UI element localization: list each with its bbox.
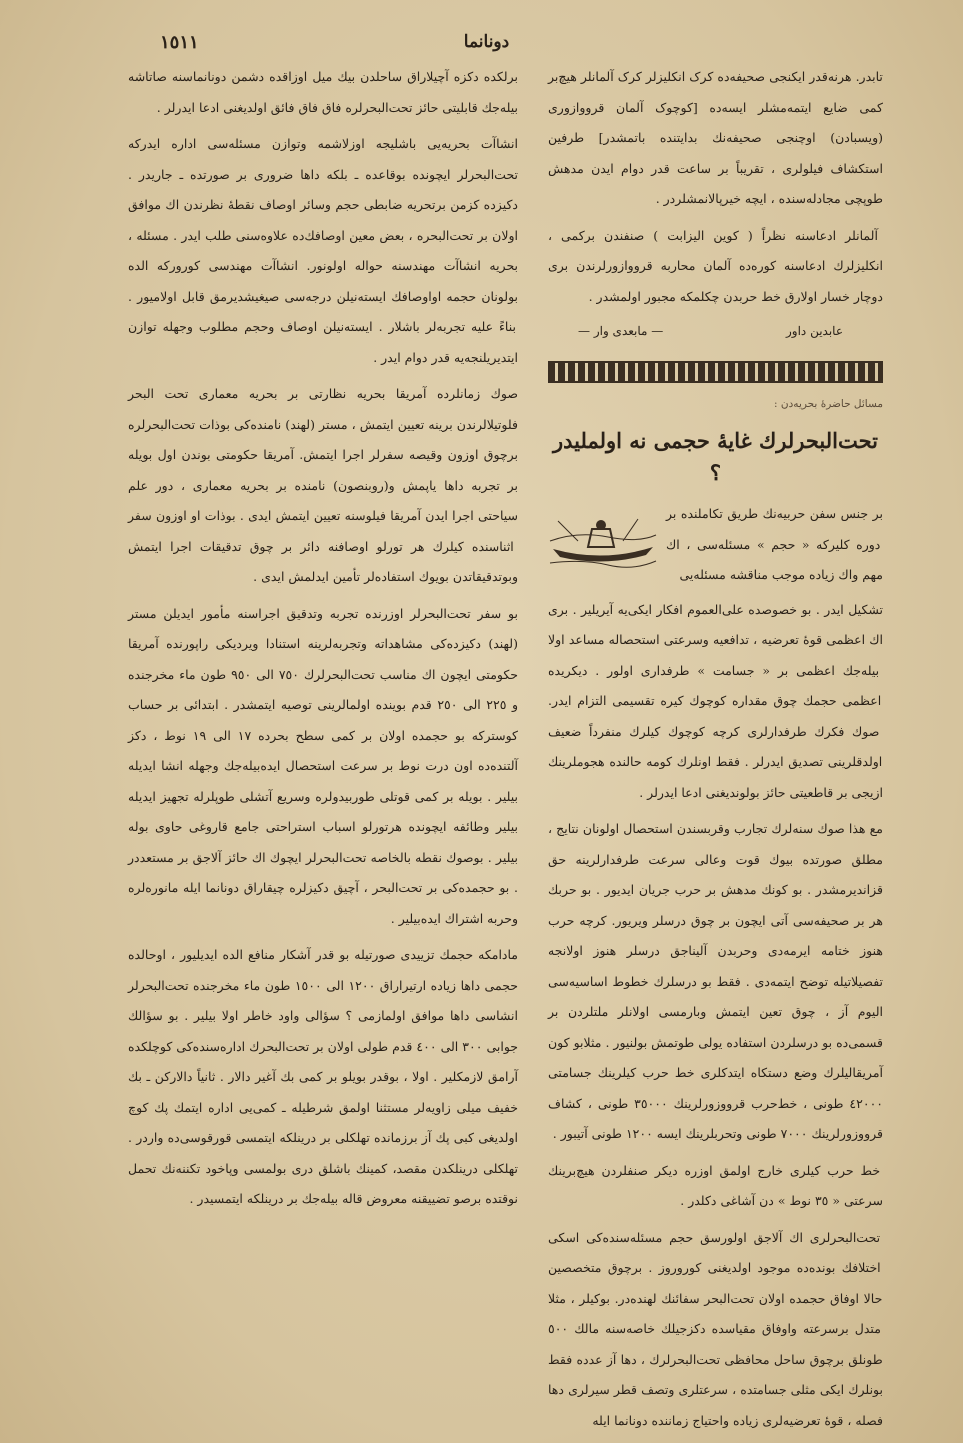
text-line: دونانماسنه صاتاشه بیله‌جك قابلیتی حائز تحت‌البحرلره فاق فاق xyxy=(128,69,518,115)
text-line: مادامکه حجمك تزییدی صورتیله بو قدر آشکار منافع الده xyxy=(217,947,518,962)
text-line: بونلرك ایکی مثلی جسامتده ، سرعتلری وتصف قطر سیرلری xyxy=(563,1382,883,1397)
right-column xyxy=(548,62,883,1440)
text-line: الی ٩٥٠ طون ماء مخرجنده و ٢٢٥ الی ٢٥٠ قدم بوینده اولمالرینی xyxy=(128,666,518,712)
text-line: تحت‌البحرلری اك آلاجق اولورسق حجم مسئله‌سنده‌کی اسکی xyxy=(548,1229,881,1245)
running-title: دونانما xyxy=(463,32,510,52)
text-line: ایدیله بیلیر وطائفه ایچونده هرتورلو اسباب استراحتی جامع قاروغی xyxy=(128,788,519,834)
text-line: علاوه‌سنی طلب ایدر . مسئله ، بحریه انشاآت مهندسنه حواله xyxy=(128,227,518,273)
text-line: بر قسمی‌ده بو درسلردن استفاده یولی طوتمش بولنیور . مثلابو xyxy=(548,1004,883,1050)
text-line: حائز آلاجق بر مستعددر . بو حجمده‌کی بر تحت‌البحر ، آچیق xyxy=(128,849,518,895)
text-line: کمی ضایع ایتمه‌مشلر ایسه‌ده [کوچوک آلمان قرووازوری (ویسبادن) xyxy=(548,99,883,145)
text-line: اختلافك بونده‌ده موجود اولدیغنی کوروروز . برچوق متخصصین xyxy=(548,1260,881,1275)
ornamental-divider xyxy=(548,361,883,383)
right-opening-paragraph xyxy=(548,62,883,215)
page-header xyxy=(130,32,843,58)
text-line: حق قزاندیرمشدر . بو کونك مدهش بر حرب جریان ایدیور . xyxy=(548,851,883,897)
continued-note: — مابعدی وار — xyxy=(578,324,664,338)
text-line: بر جنس سفن حربیه‌نك طریق تکاملنده xyxy=(676,506,883,521)
text-line: ایدیلیور ، اوحالده حجمی داها زیاده ارتیراراق ١٢٠٠ الی ١٥٠٠ xyxy=(128,947,518,993)
text-line: دکیزلره چیقاراق دونانما ایله مانوره‌لره وحربه اشتراك ایده‌بیلیر . xyxy=(128,880,518,926)
text-line: حالا اوفاق حجمده اولان تحت‌البحر سفائنك لهنده‌در. بوکیلر ، مثلا xyxy=(548,1290,883,1306)
text-line: مع هذا صوك سنه‌لرك تجارب وقربسندن استحصال اولونان xyxy=(578,821,883,836)
article-section-label: مسائل حاضرهٔ بحریه‌دن : xyxy=(774,397,883,410)
text-line: بو حربك هر بر صحیفه‌سی آتی ایچون بر چوق درسلر ویریور. xyxy=(548,882,883,928)
text-line: ١٢٠٠ طونی آتیبور . xyxy=(552,1126,653,1141)
text-line: درینلکه ایتمسی قورقوسی‌ده واردر . تهلکلی درینلکدن مقصد، xyxy=(128,1130,518,1176)
text-line: طونلق برچوق ساحل محافظی تحت‌البحرلرك ، دها آز عدده فقط xyxy=(548,1351,883,1367)
article-title: تحت‌البحرلرك غایهٔ حجمی نه اولملیدر ؟ xyxy=(552,428,878,485)
text-line: تضییقنه معروض قاله بیله‌جك بر درینلکه ایتمسیدر . xyxy=(189,1191,450,1206)
text-line: اولا بیله‌جك اعظمی بر « جسامت » طرفداری اولور . دیکریده xyxy=(548,632,880,678)
author-signature: عابدین داور xyxy=(785,324,843,338)
article-paragraph-4 xyxy=(548,1223,883,1437)
text-line: ایدرکه تحت‌البحرلر ایچونده بوقاعده ـ بلکه داها ضروری بر xyxy=(128,136,518,182)
text-line: لازمکلیر . اولا ، بوقدر بویلو بر کمی بك آغیر دالار . ثانیاً xyxy=(192,1069,484,1084)
left-paragraph-5 xyxy=(128,940,518,1215)
text-line: وبوتدقیقاتدن بویوك استفاده‌لر تأمین ایدلمش ایدی . xyxy=(253,569,518,584)
text-line: فیلوسنه تعیین ایتمش ایدی . بوذات او اوزون سفر اثناسنده xyxy=(128,508,514,554)
text-line: نامنده بر بحریه معماری ، دور علم سیاحتی اجرا ایدن آمریقا xyxy=(128,477,518,523)
text-line: اولدقلرینی تصدیق ایدرلر . فقط اونلرك کومه حالنده هجوملرینك xyxy=(548,754,883,769)
text-line: حاوی بوله بیلیر . بوصوك نقطه بالخاصه تحت‌البحرلر ایچوك اك xyxy=(128,819,518,865)
text-line: فائق اولدیغنی ادعا ایدرلر . xyxy=(156,99,295,115)
text-line: متدل برسرعته واوفاق مقیاسده دکزجیلك خاصه‌سنه مالك ٥٠٠ xyxy=(548,1321,881,1336)
text-line: مهم واك زیاده موجب مناقشه مسئله‌یی xyxy=(679,567,883,582)
text-line: ایسته‌نیلن درجه‌سی صیغیشدیرمق قابل اولامیور . بناءً علیه xyxy=(128,288,516,334)
text-line: آمریقا حکومتی بوندن اول بویله بر تجربه داها یاپمش و(روبنصون) xyxy=(128,447,518,493)
text-line: دها فصله ، قوهٔ تعرضیه‌لری زیاده واحتیاج زماننده دونانما ایله xyxy=(548,1382,883,1428)
article-paragraph-2 xyxy=(548,814,883,1150)
text-line: اولونور. انشاآت مهندسی کورورکه الده بولونان حجمه اواوصافك xyxy=(128,258,518,304)
text-line: بوذات تحت‌البحرلره برچوق اوزون وقیصه سفرلر اجرا ایتمش. xyxy=(128,416,518,462)
right-second-paragraph xyxy=(548,221,883,313)
text-line: طون ماء مخرجنده تحت‌البحرلر انشاسی داها موافق اولمازمی ؟ xyxy=(128,977,518,1023)
text-line: کرچه حرب هنوز ختامه ایرمه‌دی وحربدن آلیناجق درسلر هنوز xyxy=(548,912,883,958)
page-number: ١٥١١ xyxy=(160,32,199,53)
text-line: بویله بر کمی قوتلی طوربیدولره وسریع آتشلی طوپلرله تجهیز xyxy=(155,788,483,804)
text-line: صورتده ـ جاریدر . دکیزده کزمن برتحریه ضابطی حجم وسائر اوصاف xyxy=(128,166,518,212)
text-line: ایتدیریلنجه‌یه قدر دوام ایدر . xyxy=(373,349,518,365)
left-paragraph-2 xyxy=(128,129,518,373)
text-line: نتایج ، مطلق صورتده بیوك قوت وعالی سرعت طرفدارلرینه xyxy=(548,821,883,867)
text-line: کمینك باشلق دری بولمسی وپاخود تکننه‌نك تحمل نوقتده برصو xyxy=(128,1160,518,1206)
text-line: کون آمریقالیلرك وضع دستکاه ایتدکلری خط حرب کیلرینك xyxy=(548,1034,883,1080)
text-line: توصیه ایتمشدر . ابتدائی بر حساب کوسترکه بو حجمده اولان xyxy=(128,697,518,743)
text-line: بر کمی سطح بحرده ١٧ الی ١٩ نوط ، دکز آلتنده‌ده اون درت xyxy=(128,727,518,773)
text-line: آلمانلر ادعاسنه نظراً ( کوین الیزابت ) صنفندن برکمی ، xyxy=(548,227,878,243)
submarine-boat-icon xyxy=(548,501,658,571)
left-column xyxy=(128,62,518,1219)
article-paragraph-3 xyxy=(548,1156,883,1217)
text-line: بر دوره کلیرکه « حجم » مسئله‌سی ، اك xyxy=(666,506,881,552)
text-line: طونی ، کشاف قرووزورلرینك ٧٠٠٠ طونی وتحربلرینك ایسه xyxy=(548,1095,883,1141)
text-line: سؤالی واود خاطر اولا بیلیر . بو سؤالك جوابی ٣٠٠ الی ٤٠٠ xyxy=(128,1008,518,1054)
text-line: نقطهٔ نظرندن اك موافق اولان بر تحت‌البحره ، بعض معین اوصافك‌ده xyxy=(128,197,518,243)
signature-line xyxy=(548,316,883,347)
text-line: ایچه خیرپالانمشلردر . xyxy=(655,191,767,206)
article-intro-block xyxy=(548,499,883,591)
text-line: تابدر. هرنه‌قدر ایکنجی صحیفه‌ده کرک انکلیزلر کرک آلمانلر هیچ‌بر xyxy=(548,69,883,84)
left-paragraph-3 xyxy=(128,379,518,593)
text-line: قدم طولی اولان بر تحت‌البحرك اداره‌سنده‌کی کوچلکده آرامق xyxy=(128,1038,518,1084)
text-line: اعظمی حجمك چوق مقداره کوچوك کیره تقسیمی التزام ایدر. xyxy=(548,693,882,708)
text-line: ایدیلن مستر (لهند) دکیزده‌کی مشاهداته وتجربه‌لرینه استنادا ویردیکی xyxy=(128,605,518,651)
text-line: تجربه‌لر باشلار . ایسته‌نیلن اوصاف وحجم مطلوب وجهله توازن xyxy=(128,319,466,334)
text-line: سرعتی « ٣٥ نوط » دن آشاغی دکلدر . xyxy=(680,1193,883,1208)
left-paragraph-1 xyxy=(128,62,518,123)
text-line: انشاآت بحریه‌یی باشلیجه اوزلاشمه وتوازن مسئله‌سی اداره xyxy=(160,136,518,151)
text-line: بو سفر تحت‌البحرلر اوزرنده تجربه وتدقیق اجراسنه مأمور xyxy=(193,605,518,621)
text-line: راپورنده آمریقا حکومتی ایچون اك مناسب تحت‌البحرلرك ٧٥٠ xyxy=(128,636,518,682)
text-line: اداره ایتمك پك کوچ اولدیغی کبی پك آز برزمانده تهلکلی بر xyxy=(128,1099,519,1145)
text-line: صوك زمانلرده آمریقا بحریه نظارتی بر بحریه معماری تحت‌ xyxy=(154,386,518,401)
text-line: البحر فلوتیلالرندن برینه تعیین ایتمش ، مستر (لهند) نامنده‌کی xyxy=(128,386,518,432)
text-line: انکلیزلرك ادعاسنه کوره‌ده آلمان محاربه قرووازورلرندن بری دوچار xyxy=(548,258,883,304)
text-line: صوك فکرك طرفدارلری کرچه کوچوك کیلرك منفرداً ضعیف xyxy=(548,723,880,739)
text-line: کیلرك هر تورلو اوصافنه دائر بر چوق تدقیقات اجرا ایتمش xyxy=(128,538,464,554)
text-line: برلکده دکزه آچیلاراق ساحلدن بیك میل اوزاقده دشمن xyxy=(226,69,518,84)
text-line: بری اك اعظمی قوهٔ تعرضیه ، تدافعیه وسرعتی استحصاله مساعد xyxy=(548,601,883,647)
article-paragraph-1 xyxy=(548,595,883,809)
text-line: اوچنجی صحیفه‌نك بدایتنده باتمشدر] طرفین استکشاف فیلولری ، xyxy=(548,130,883,176)
text-line: ازیجی بر قاطعیتی حائز بولوندیغنی ادعا ایدرلر . xyxy=(639,784,883,800)
text-line: خسار اولارق خط حربدن چکلمکه مجبور اولمشدر . xyxy=(588,288,850,304)
text-line: تقریباً بر ساعت قدر دوام ایدن مدهش طوپچی مجادله‌سنده ، xyxy=(548,160,883,206)
text-line: جسامتی ٤٢٠٠٠ طونی ، خط‌حرب قرووزورلرینك ٣٥٠٠٠ xyxy=(548,1065,883,1111)
text-line: اولانجه تفصیلاتیله توضح ایتمه‌دی . فقط بو درسلرك خطوط xyxy=(548,943,883,989)
text-line: نوط بر سرعت استحصال ایده‌بیله‌جك وجهله انشا ایدیله بیلیر . xyxy=(128,758,518,804)
text-line: خط حرب کیلری خارج اولمق اوزره دیکر صنفلردن هیچ‌برینك xyxy=(548,1162,881,1178)
text-line: تشکیل ایدر . بو خصوصده علی‌العموم افکار ایکی‌یه آیریلیر . xyxy=(568,601,883,617)
text-line: دالارکن ـ بك خفیف میلی زاویه‌لر مستثنا اولمق شرطیله ـ کمی‌یی xyxy=(128,1069,518,1115)
text-line: اساسیه‌سی الیوم آز ، چوق تعین ایتمش وبارمسی اولانلر ملتلردن xyxy=(548,973,883,1019)
left-paragraph-4 xyxy=(128,599,518,935)
